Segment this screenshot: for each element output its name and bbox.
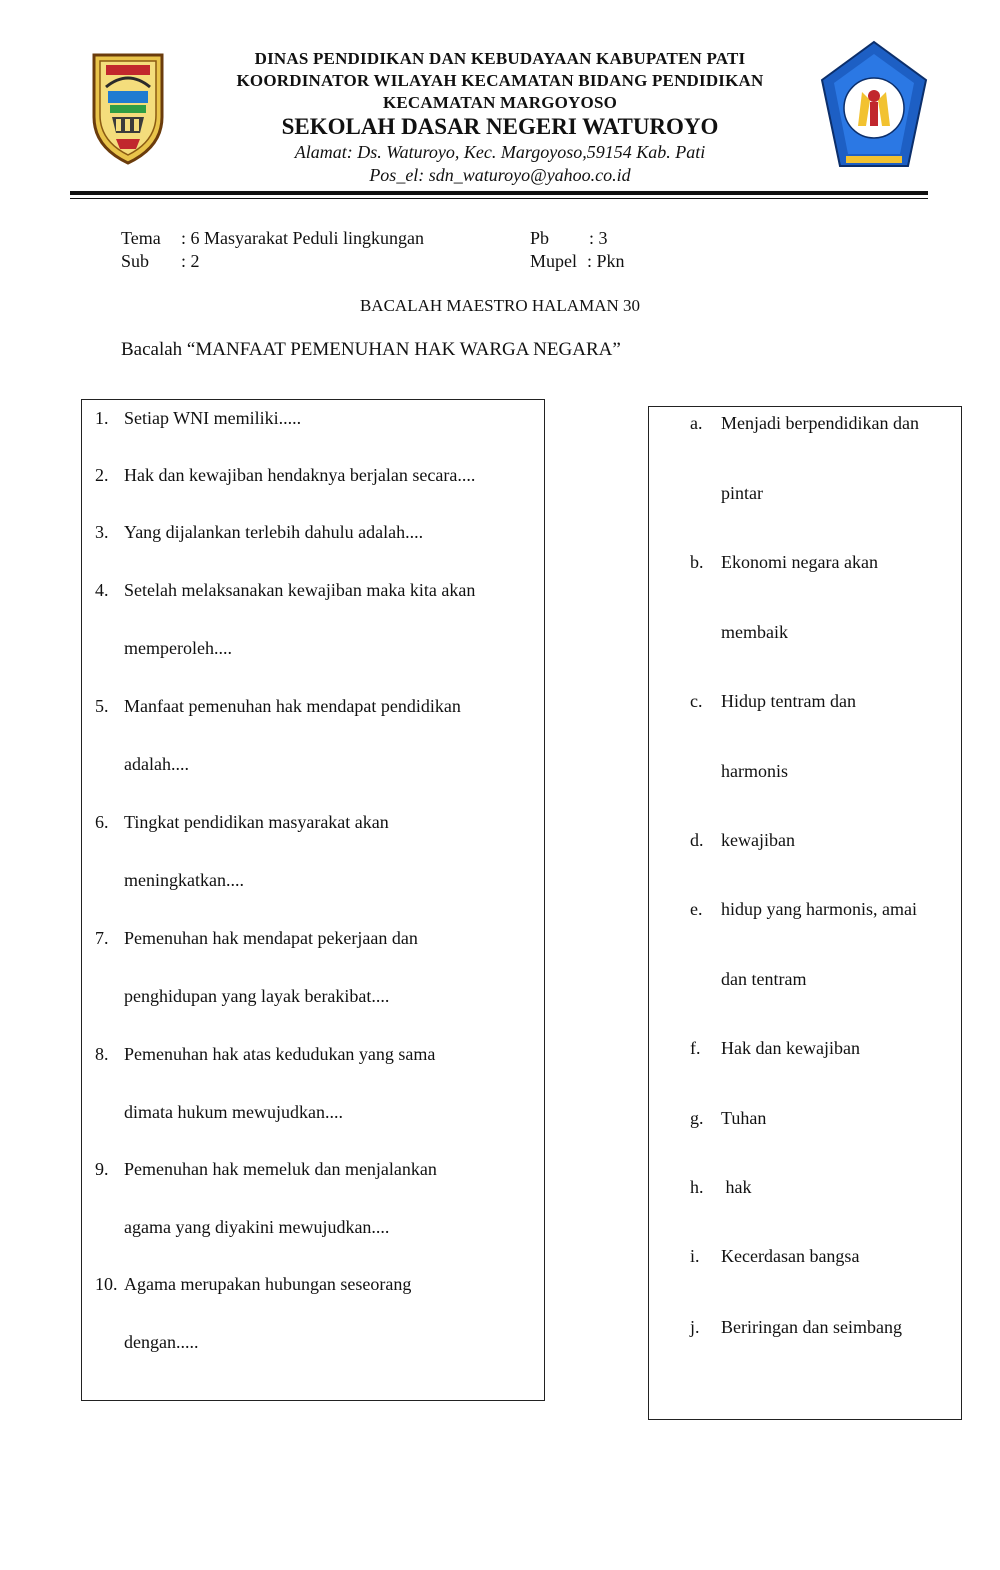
header-divider-thick [70,191,928,195]
question-number: 1. [95,408,109,428]
question-text: Pemenuhan hak memeluk dan menjalankan [124,1159,437,1179]
worksheet-title: BACALAH MAESTRO HALAMAN 30 [359,296,641,315]
answer-letter: j. [690,1317,700,1337]
school-name: SEKOLAH DASAR NEGERI WATUROYO [281,114,719,139]
answer-letter: d. [690,830,704,850]
sub-label: Sub [121,251,150,271]
answer-text: Ekonomi negara akan [721,552,878,572]
question-text: Hak dan kewajiban hendaknya berjalan secara.... [124,465,476,485]
answer-text: Hak dan kewajiban [721,1038,860,1058]
school-email: Pos_el: sdn_waturoyo@yahoo.co.id [369,165,631,185]
question-number: 5. [95,696,109,716]
question-text: Setelah melaksanakan kewajiban maka kita akan [124,580,476,600]
question-text-continued: adalah.... [124,754,189,774]
sub-value: : 2 [181,251,200,271]
question-text: Tingkat pendidikan masyarakat akan [124,812,389,832]
answer-text: hidup yang harmonis, amai [721,899,917,919]
answer-letter: i. [690,1246,700,1266]
school-address: Alamat: Ds. Waturoyo, Kec. Margoyoso,59154 Kab. Pati [294,142,706,162]
answer-text: Hidup tentram dan [721,691,856,711]
answer-letter: g. [690,1108,704,1128]
question-number: 2. [95,465,109,485]
mupel-value: : Pkn [587,251,625,271]
mupel-label: Mupel [530,251,577,271]
question-text-continued: dengan..... [124,1332,199,1352]
answer-letter: a. [690,413,703,433]
question-text-continued: meningkatkan.... [124,870,244,890]
question-text: Yang dijalankan terlebih dahulu adalah.... [124,522,424,542]
question-text-continued: memperoleh.... [124,638,232,658]
worksheet-subtitle: Bacalah “MANFAAT PEMENUHAN HAK WARGA NEGARA” [121,339,621,360]
answer-text-continued: membaik [721,622,788,642]
question-number: 4. [95,580,109,600]
question-number: 3. [95,522,109,542]
question-text: Pemenuhan hak mendapat pekerjaan dan [124,928,418,948]
header-line-2: KOORDINATOR WILAYAH KECAMATAN BIDANG PENDIDIKAN [236,71,764,90]
answer-text: Tuhan [721,1108,767,1128]
question-number: 9. [95,1159,109,1179]
tema-label: Tema [121,228,161,248]
answer-letter: f. [690,1038,701,1058]
answer-text: kewajiban [721,830,795,850]
answer-letter: e. [690,899,703,919]
question-text: Pemenuhan hak atas kedudukan yang sama [124,1044,436,1064]
answer-text-continued: harmonis [721,761,788,781]
question-number: 10. [95,1274,118,1294]
pb-value: : 3 [589,228,608,248]
header-line-1: DINAS PENDIDIKAN DAN KEBUDAYAAN KABUPATEN PATI [254,49,746,68]
question-number: 6. [95,812,109,832]
questions-box [81,399,545,1401]
question-text: Manfaat pemenuhan hak mendapat pendidikan [124,696,461,716]
question-text: Setiap WNI memiliki..... [124,408,302,428]
pb-label: Pb [530,228,550,248]
question-text-continued: agama yang diyakini mewujudkan.... [124,1217,390,1237]
answer-letter: c. [690,691,703,711]
answer-text: Beriringan dan seimbang [721,1317,902,1337]
question-number: 8. [95,1044,109,1064]
tema-value: : 6 Masyarakat Peduli lingkungan [181,228,424,248]
answer-letter: b. [690,552,704,572]
answer-letter: h. [690,1177,704,1197]
answer-text-continued: dan tentram [721,969,807,989]
header-line-3: KECAMATAN MARGOYOSO [382,93,618,112]
answer-text: Menjadi berpendidikan dan [721,413,919,433]
question-text-continued: penghidupan yang layak berakibat.... [124,986,390,1006]
question-text: Agama merupakan hubungan seseorang [124,1274,412,1294]
answer-text-continued: pintar [721,483,763,503]
answer-text: Kecerdasan bangsa [721,1246,860,1266]
question-text-continued: dimata hukum mewujudkan.... [124,1102,343,1122]
question-number: 7. [95,928,109,948]
answer-text: hak [721,1177,752,1197]
header-divider-thin [70,198,928,199]
